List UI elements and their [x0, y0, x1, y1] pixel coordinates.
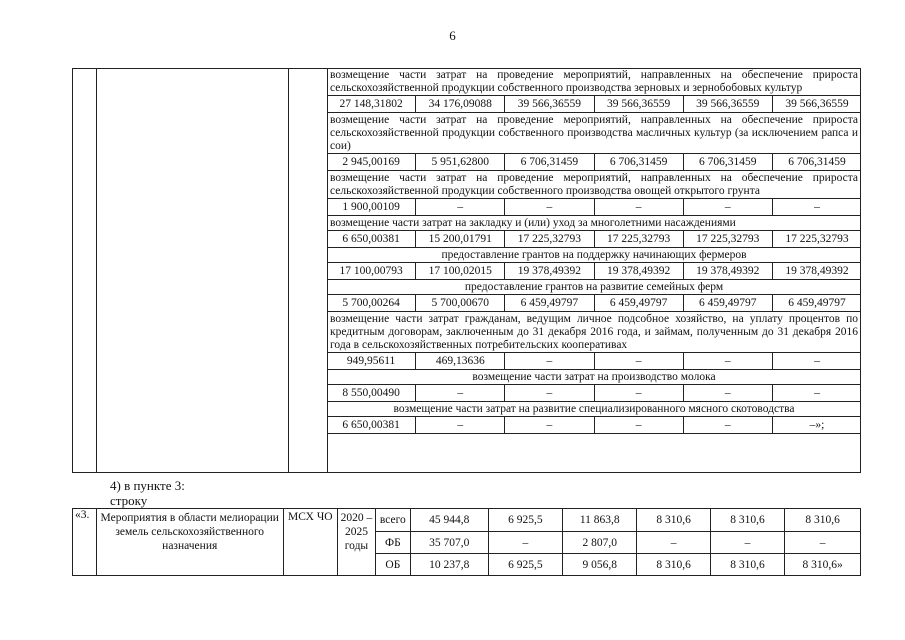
value-cell: 19 378,49392 [595, 263, 684, 279]
value-cell: 8 550,00490 [327, 385, 416, 401]
value-cell: 17 100,02015 [416, 263, 505, 279]
subsidy-description: возмещение части затрат гражданам, ведущим личное подсобное хозяйство, на уплату процентов по кредитным договорам, заключенным до 31 декабря 2016 года, и займам, полученным до 31 декабря 2016 года в сельскохозяйственных потребительских кооперативах [327, 312, 861, 353]
value-cell: 19 378,49392 [684, 263, 773, 279]
value-cell: 5 700,00670 [416, 295, 505, 311]
subsidy-description: возмещение части затрат на закладку и (или) уход за многолетними насаждениями [327, 216, 861, 231]
value-cell: 17 225,32793 [684, 231, 773, 247]
cell: 8 310,6 [637, 554, 710, 576]
value-cell: 6 459,49797 [505, 295, 594, 311]
cell: 6 925,5 [488, 554, 562, 576]
value-cell: 1 900,00109 [327, 199, 416, 215]
row-3-table [72, 508, 861, 576]
value-cell: 6 706,31459 [684, 154, 773, 170]
activity-name: Мероприятия в области мелиорации земель сельскохозяйственного назначения [96, 509, 283, 576]
value-cell: – [505, 199, 594, 215]
subsidy-values-row [327, 295, 861, 312]
value-cell: 17 225,32793 [595, 231, 684, 247]
value-cell: – [684, 353, 773, 369]
value-cell: – [595, 417, 684, 433]
cell: – [488, 532, 562, 554]
cell: 35 707,0 [410, 532, 488, 554]
value-cell: 469,13636 [416, 353, 505, 369]
source-label: ФБ [376, 532, 411, 554]
value-cell: 39 566,36559 [785, 98, 849, 110]
value-cell: – [416, 385, 505, 401]
cell: 2 807,0 [563, 532, 637, 554]
value-cell: – [814, 355, 820, 367]
value-cell: 27 148,31802 [327, 96, 416, 112]
value-cell: – [416, 199, 505, 215]
subsidy-values-row [327, 417, 861, 434]
column-divider [288, 68, 289, 473]
page-number: 6 [449, 28, 456, 43]
subsidy-values-row [327, 154, 861, 171]
value-cell: 39 566,36559 [684, 96, 773, 112]
row-number: «3. [73, 509, 97, 576]
cell: 8 310,6 [785, 509, 861, 532]
value-cell: 5 951,62800 [416, 154, 505, 170]
value-cell: 19 378,49392 [505, 263, 594, 279]
value-cell: 6 459,49797 [684, 295, 773, 311]
subsidy-description: предоставление грантов на развитие семейных ферм [327, 280, 861, 295]
subsidy-description: возмещение части затрат на проведение мероприятий, направленных на обеспечение прироста сельскохозяйственной продукции собственного производства овощей открытого грунта [327, 171, 861, 199]
value-cell: – [416, 417, 505, 433]
cell: 8 310,6 [637, 509, 710, 532]
subsidy-values-row [327, 385, 861, 402]
value-cell: 39 566,36559 [595, 96, 684, 112]
note-line-2: строку [110, 493, 148, 508]
cell: 10 237,8 [410, 554, 488, 576]
value-cell: 34 176,09088 [416, 96, 505, 112]
source-label: ОБ [376, 554, 411, 576]
value-cell: 6 459,49797 [595, 295, 684, 311]
source-label: всего [376, 509, 411, 532]
cell: 6 925,5 [488, 509, 562, 532]
value-cell: 17 225,32793 [785, 233, 849, 245]
subsidy-values-row [327, 231, 861, 248]
subsidy-description: возмещение части затрат на развитие специализированного мясного скотоводства [327, 402, 861, 417]
cell: – [785, 532, 861, 554]
cell: – [637, 532, 710, 554]
cell: 8 310,6 [710, 509, 784, 532]
value-cell: 6 650,00381 [327, 417, 416, 433]
column-divider [96, 68, 97, 473]
value-cell: 949,95611 [327, 353, 416, 369]
value-cell: – [814, 201, 820, 213]
cell: 8 310,6» [785, 554, 861, 576]
value-cell: 15 200,01791 [416, 231, 505, 247]
value-cell: – [505, 417, 594, 433]
cell: 9 056,8 [563, 554, 637, 576]
note-line-1: 4) в пункте 3: [110, 478, 185, 493]
value-cell: 39 566,36559 [505, 96, 594, 112]
subsidy-list [327, 68, 861, 434]
value-cell: 17 225,32793 [505, 231, 594, 247]
value-cell: – [595, 385, 684, 401]
subsidy-values-row [327, 96, 861, 113]
subsidy-description: возмещение части затрат на производство молока [327, 370, 861, 385]
value-cell: – [684, 385, 773, 401]
value-cell: – [684, 417, 773, 433]
subsidy-description: предоставление грантов на поддержку начинающих фермеров [327, 248, 861, 263]
value-cell: – [814, 387, 820, 399]
value-cell: 19 378,49392 [785, 265, 849, 277]
value-cell: 6 706,31459 [788, 156, 846, 168]
cell: 45 944,8 [410, 509, 488, 532]
cell: – [710, 532, 784, 554]
value-cell: – [595, 353, 684, 369]
value-cell: –»; [809, 419, 825, 431]
value-cell: 17 100,00793 [327, 263, 416, 279]
period: 2020 – 2025 годы [337, 509, 375, 576]
executor: МСХ ЧО [283, 509, 337, 576]
value-cell: – [505, 385, 594, 401]
value-cell: 6 706,31459 [505, 154, 594, 170]
value-cell: 5 700,00264 [327, 295, 416, 311]
value-cell: 2 945,00169 [327, 154, 416, 170]
value-cell: – [684, 199, 773, 215]
value-cell: 6 650,00381 [327, 231, 416, 247]
subsidy-description: возмещение части затрат на проведение мероприятий, направленных на обеспечение прироста сельскохозяйственной продукции собственного производства масличных культур (за исключением рапса и сои) [327, 113, 861, 154]
value-cell: 6 459,49797 [788, 297, 846, 309]
cell: 8 310,6 [710, 554, 784, 576]
cell: 11 863,8 [563, 509, 637, 532]
subsidy-values-row [327, 353, 861, 370]
value-cell: – [595, 199, 684, 215]
value-cell: – [505, 353, 594, 369]
subsidy-values-row [327, 263, 861, 280]
subsidy-description: возмещение части затрат на проведение мероприятий, направленных на обеспечение прироста сельскохозяйственной продукции собственного производства зерновых и зернобобовых культур [327, 68, 861, 96]
subsidy-values-row [327, 199, 861, 216]
value-cell: 6 706,31459 [595, 154, 684, 170]
